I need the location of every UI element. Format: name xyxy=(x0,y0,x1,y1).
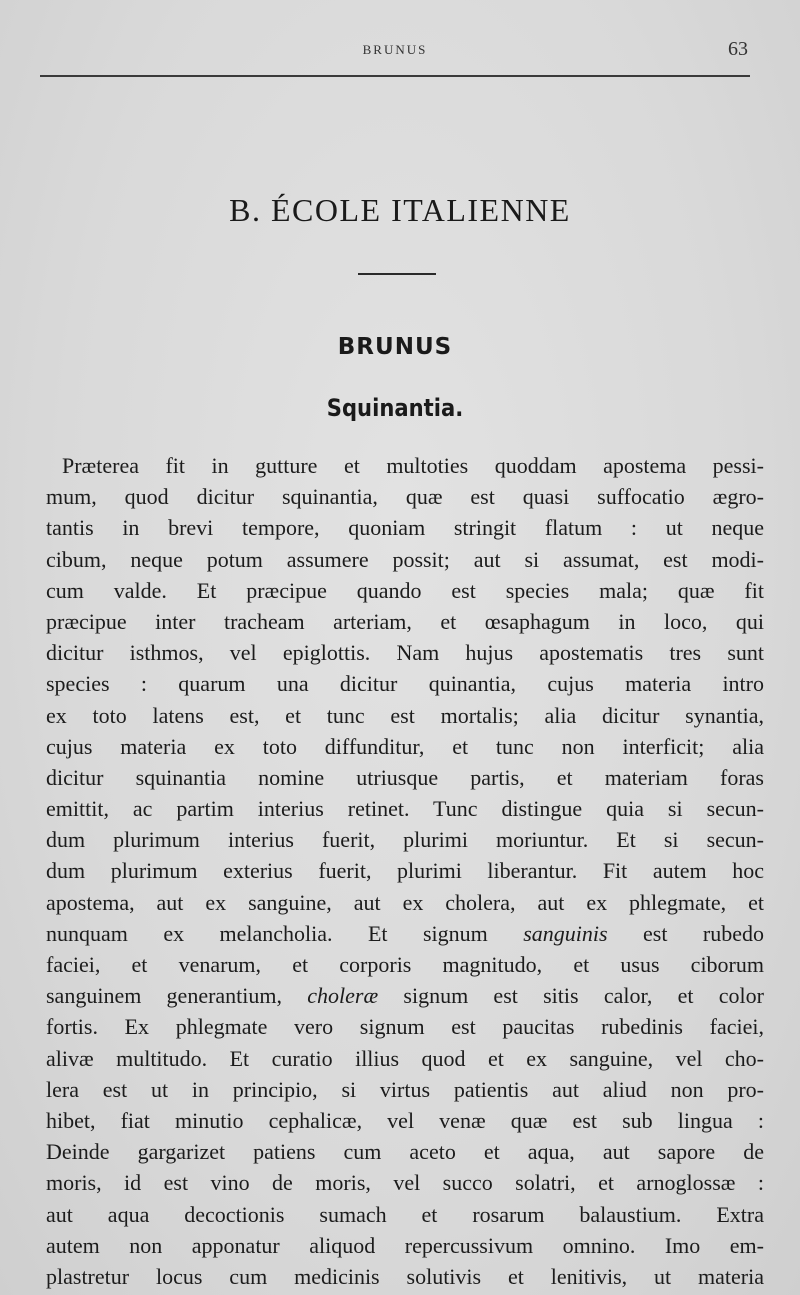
text-line xyxy=(46,918,764,949)
text-line: fortis. Ex phlegmate vero signum est paucitas rubedinis faciei, xyxy=(46,1014,764,1040)
text-line: emittit, ac partim interius retinet. Tunc distingue quia si secun- xyxy=(46,796,764,822)
chapter-subtitle: Squinantia. xyxy=(326,394,464,422)
running-head xyxy=(40,38,750,68)
text-line: præcipue inter tracheam arteriam, et œsaphagum in loco, qui xyxy=(46,608,764,634)
text-line: dum plurimum interius fuerit, plurimi moriuntur. Et si secun- xyxy=(46,827,764,853)
title-rule xyxy=(358,273,436,275)
text-line: Præterea fit in gutture et multoties quoddam apostema pessi- xyxy=(62,453,764,478)
text-run: signum est sitis calor, et color xyxy=(378,983,764,1009)
header-rule xyxy=(40,75,750,77)
text-line: Deinde gargarizet patiens cum aceto et aqua, aut sapore de xyxy=(46,1139,764,1165)
text-line: autem non apponatur aliquod repercussivum omnino. Imo em- xyxy=(46,1232,764,1258)
text-line: alivæ multitudo. Et curatio illius quod et ex sanguine, vel cho- xyxy=(46,1045,764,1071)
italic-term: sanguinis xyxy=(523,920,608,946)
text-line: aut aqua decoctionis sumach et rosarum balaustium. Extra xyxy=(46,1201,764,1227)
text-run: est rubedo xyxy=(607,920,764,946)
text-line: mum, quod dicitur squinantia, quæ est quasi suffocatio ægro- xyxy=(46,484,764,510)
section-title: B. ÉCOLE ITALIENNE xyxy=(229,192,571,228)
author-heading: BRUNUS xyxy=(337,334,453,360)
text-line: moris, id est vino de moris, vel succo solatri, et arnoglossæ : xyxy=(46,1170,764,1196)
text-line: tantis in brevi tempore, quoniam stringit flatum : ut neque xyxy=(46,515,764,541)
text-line: hibet, fiat minutio cephalicæ, vel venæ quæ est sub lingua : xyxy=(46,1107,764,1133)
text-line: cibum, neque potum assumere possit; aut si assumat, est modi- xyxy=(46,546,764,572)
body-text xyxy=(46,450,764,1292)
text-run: nunquam ex melancholia. Et signum xyxy=(46,920,524,946)
text-line: dicitur isthmos, vel epiglottis. Nam hujus apostematis tres sunt xyxy=(46,640,764,666)
text-line: dicitur squinantia nomine utriusque partis, et materiam foras xyxy=(46,764,764,790)
text-line: plastretur locus cum medicinis solutivis et lenitivis, ut materia xyxy=(46,1263,764,1289)
text-line: faciei, et venarum, et corporis magnitudo, et usus ciborum xyxy=(46,952,764,977)
page-number: 63 xyxy=(728,38,748,60)
italic-term: choleræ xyxy=(307,983,379,1009)
text-line: cum valde. Et præcipue quando est species mala; quæ fit xyxy=(46,577,764,603)
text-line: dum plurimum exterius fuerit, plurimi liberantur. Fit autem hoc xyxy=(46,858,764,884)
text-line: ex toto latens est, et tunc est mortalis; alia dicitur synantia, xyxy=(46,702,764,728)
text-line: apostema, aut ex sanguine, aut ex cholera, aut ex phlegmate, et xyxy=(46,889,764,915)
text-line xyxy=(46,980,764,1011)
running-title: BRUNUS xyxy=(362,42,428,57)
text-line: cujus materia ex toto diffunditur, et tunc non interficit; alia xyxy=(46,733,764,759)
text-line: species : quarum una dicitur quinantia, cujus materia intro xyxy=(46,671,764,697)
text-line: lera est ut in principio, si virtus patientis aut aliud non pro- xyxy=(46,1076,764,1102)
text-run: sanguinem generantium, xyxy=(46,983,308,1009)
